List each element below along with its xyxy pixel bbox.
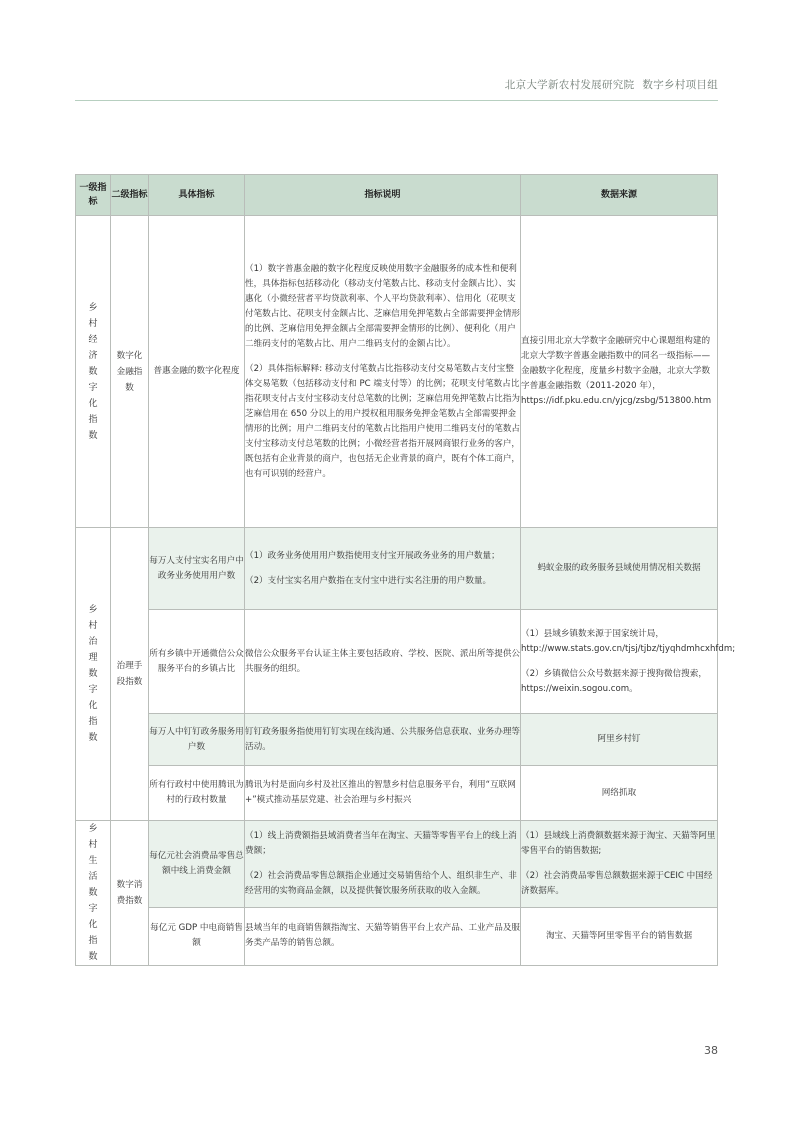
indicator-cell: 所有行政村中使用腾讯为村的行政村数量 xyxy=(149,766,245,821)
description-cell xyxy=(245,610,521,714)
level2-label: 数字消费指数 xyxy=(116,880,143,906)
header-project: 数字乡村项目组 xyxy=(642,79,718,91)
indicator-cell: 普惠金融的数字化程度 xyxy=(149,216,245,528)
description-cell xyxy=(245,216,521,528)
col-header-indicator: 具体指标 xyxy=(149,175,245,216)
description-cell xyxy=(245,766,521,821)
col-header-level1: 一级指标 xyxy=(76,175,111,216)
level2-cell xyxy=(111,528,149,821)
level1-cell xyxy=(76,821,111,966)
header-divider xyxy=(75,100,718,101)
source-cell xyxy=(521,821,718,908)
table-row xyxy=(76,216,718,528)
description-paragraph: 微信公众服务平台认证主体主要包括政府、学校、医院、派出所等提供公共服务的组织。 xyxy=(245,648,521,674)
description-paragraph: （2）支付宝实名用户数指在支付宝中进行实名注册的用户数量。 xyxy=(245,575,492,586)
indicator-cell: 每万人中钉钉政务服务用户数 xyxy=(149,714,245,766)
source-cell xyxy=(521,766,718,821)
description-paragraph: 县域当年的电商销售额指淘宝、天猫等销售平台上农产品、工业产品及服务类产品等的销售总额。 xyxy=(245,923,521,949)
description-paragraph: （1）线上消费额指县域消费者当年在淘宝、天猫等零售平台上的线上消费额； xyxy=(245,830,517,856)
description-paragraph: （2）具体指标解释: 移动支付笔数占比指移动支付交易笔数占支付宝整体交易笔数（包括移动支付和 PC 端支付等）的比例；花呗支付笔数占比指花呗支付占支付宝移动支付总笔数的比例；芝麻信用免押笔数占比指为芝麻信用在 650 分以上的用户授权租用服务免押金笔数占全部需要押金情形的比例；用户二维码支付的笔数占比指用户使用二维码支付的笔数占支付宝移动支付总笔数的比例；小微经营者指开展网商银行业务的客户，既包括有企业背景的商户，也包括无企业背景的商户，既有个体工商户，也有可识别的经营户。 xyxy=(245,363,521,479)
level2-label: 治理手段指数 xyxy=(116,661,143,687)
description-paragraph: （2）社会消费品零售总额指企业通过交易销售给个人、组织非生产、非经营用的实物商品金额，以及提供餐饮服务所获取的收入金额。 xyxy=(245,870,517,896)
header-org: 北京大学新农村发展研究院 xyxy=(504,79,635,91)
table-row xyxy=(76,610,718,714)
page-header xyxy=(505,77,718,92)
level1-label: 乡村生活数字化指数 xyxy=(88,824,98,962)
col-header-level2: 二级指标 xyxy=(111,175,149,216)
level1-cell xyxy=(76,216,111,528)
source-paragraph: （1）县域乡镇数来源于国家统计局，http://www.stats.gov.cn/tjsj/tjbz/tjyqhdmhcxhfdm; xyxy=(521,628,736,654)
table-body xyxy=(76,216,736,966)
level2-cell xyxy=(111,821,149,966)
table-row xyxy=(76,766,718,821)
level2-cell xyxy=(111,216,149,528)
description-cell xyxy=(245,907,521,965)
table-row xyxy=(76,821,718,908)
source-cell xyxy=(521,714,718,766)
source-cell xyxy=(521,610,736,714)
page-number: 38 xyxy=(704,1044,718,1057)
description-paragraph: 腾讯为村是面向乡村及社区推出的智慧乡村信息服务平台，利用“互联网 +”模式推动基层党建、社会治理与乡村振兴 xyxy=(245,780,516,805)
level1-label: 乡村治理数字化指数 xyxy=(88,605,98,743)
source-paragraph: （2）乡镇微信公众号数据来源于搜狗微信搜索，https://weixin.sogou.com。 xyxy=(521,668,707,694)
indicator-cell: 所有乡镇中开通微信公众服务平台的乡镇占比 xyxy=(149,610,245,714)
indicator-cell: 每亿元社会消费品零售总额中线上消费金额 xyxy=(149,821,245,908)
table-header-row xyxy=(76,175,718,216)
source-paragraph: 直接引用北京大学数字金融研究中心课题组构建的北京大学数字普惠金融指数中的同名一级指标——金融数字化程度，度量乡村数字金融，北京大学数字普惠金融指数（2011-2020 年），https://idf.pku.edu.cn/yjcg/zsbg/513800.htm xyxy=(521,336,712,406)
description-paragraph: （1）政务业务使用用户数指使用支付宝开展政务业务的用户数量； xyxy=(245,550,500,561)
source-paragraph: 阿里乡村钉 xyxy=(597,734,641,744)
source-cell xyxy=(521,528,718,610)
source-paragraph: （1）县域线上消费额数据来源于淘宝、天猫等阿里零售平台的销售数据; xyxy=(521,830,716,856)
description-paragraph: 钉钉政务服务指使用钉钉实现在线沟通、公共服务信息获取、业务办理等活动。 xyxy=(245,726,521,752)
table-row xyxy=(76,907,718,965)
indicator-table xyxy=(75,174,736,966)
level1-label: 乡村经济数字化指数 xyxy=(88,302,98,441)
source-cell xyxy=(521,907,718,965)
table-row xyxy=(76,528,718,610)
source-paragraph: 蚂蚁金服的政务服务县域使用情况相关数据 xyxy=(537,563,701,573)
source-cell xyxy=(521,216,718,528)
source-paragraph: 网络抓取 xyxy=(601,787,637,798)
level1-cell xyxy=(76,528,111,821)
source-paragraph: （2）社会消费品零售总额数据来源于CEIC 中国经济数据库。 xyxy=(521,870,713,896)
table-row xyxy=(76,714,718,766)
col-header-description: 指标说明 xyxy=(245,175,521,216)
indicator-cell: 每万人支付宝实名用户中政务业务使用用户数 xyxy=(149,528,245,610)
level2-label: 数字化金融指数 xyxy=(116,350,143,393)
description-paragraph: （1）数字普惠金融的数字化程度反映使用数字金融服务的成本性和便利性，具体指标包括移动化（移动支付笔数占比、移动支付金额占比）、实惠化（小微经营者平均贷款利率、个人平均贷款利率）、信用化（花呗支付笔数占比、花呗支付金额占比、芝麻信用免押笔数占全部需要押金情形的比例、芝麻信用免押金额占全部需要押金情形的比例）、便利化（用户二维码支付的笔数占比、用户二维码支付的金额占比）。 xyxy=(245,263,521,349)
description-cell xyxy=(245,821,521,908)
source-paragraph: 淘宝、天猫等阿里零售平台的销售数据 xyxy=(545,930,693,941)
description-cell xyxy=(245,714,521,766)
indicator-cell: 每亿元 GDP 中电商销售额 xyxy=(149,907,245,965)
description-cell xyxy=(245,528,521,610)
col-header-source: 数据来源 xyxy=(521,175,718,216)
